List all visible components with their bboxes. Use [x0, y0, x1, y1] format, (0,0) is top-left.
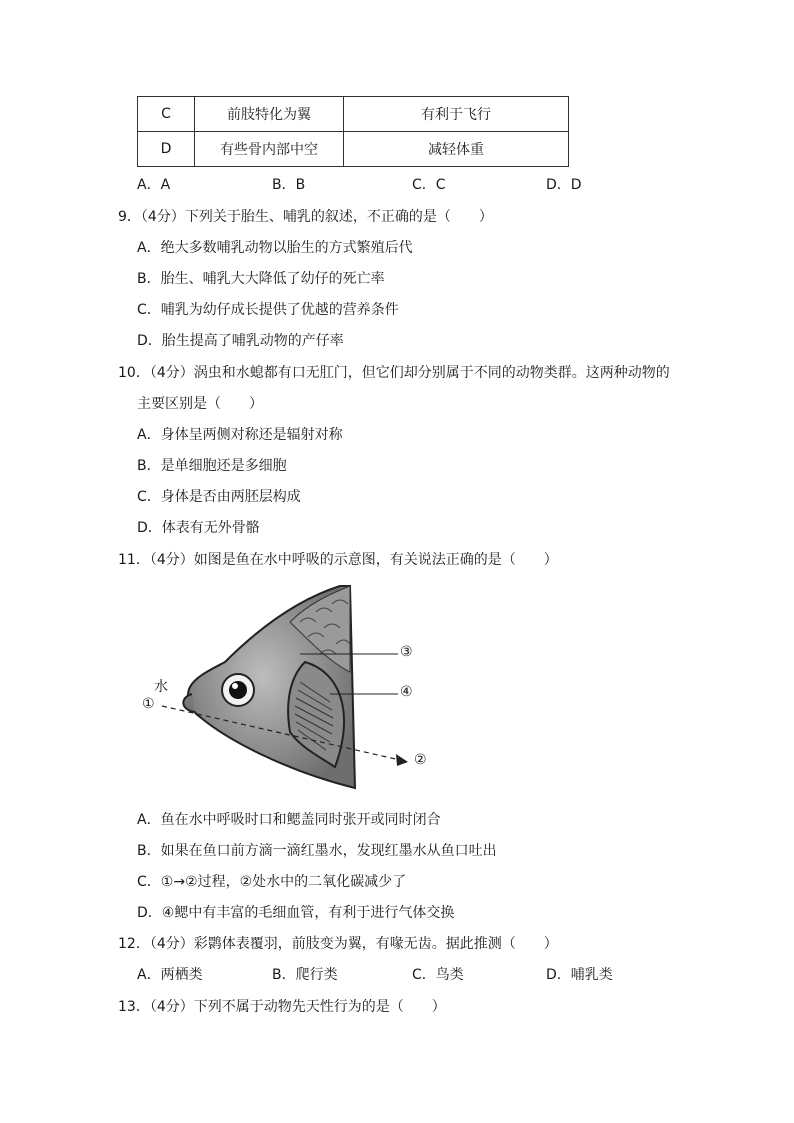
option-d: D．胎生提高了哺乳动物的产仔率	[137, 333, 344, 349]
question-stem: 11．（4分）如图是鱼在水中呼吸的示意图，有关说法正确的是（ ）	[118, 552, 558, 568]
option-c: C．①→②过程，②处水中的二氧化碳减少了	[137, 874, 407, 890]
question-stem: 12．（4分）彩鹮体表覆羽，前肢变为翼，有喙无齿。据此推测（ ）	[118, 936, 558, 952]
label-3: ③	[400, 644, 413, 660]
label-1: ①	[142, 696, 155, 712]
option-d: D．哺乳类	[546, 967, 613, 983]
fish-head-illustration	[140, 582, 440, 792]
option-d: D．D	[546, 177, 582, 193]
option-a: A．身体呈两侧对称还是辐射对称	[137, 427, 343, 443]
q8-options	[0, 174, 794, 194]
water-label: 水	[154, 679, 168, 695]
q12-options	[0, 964, 794, 984]
option-a: A．两栖类	[137, 967, 203, 983]
question-stem-cont: 主要区别是（ ）	[137, 396, 263, 412]
table-cell-letter: C	[138, 97, 195, 132]
table-cell-feature: 有些骨内部中空	[195, 132, 344, 167]
table-cell-letter: D	[138, 132, 195, 167]
option-d: D．④鳃中有丰富的毛细血管，有利于进行气体交换	[137, 905, 455, 921]
question-stem: 9．（4分）下列关于胎生、哺乳的叙述，不正确的是（ ）	[118, 209, 493, 225]
option-c: C．哺乳为幼仔成长提供了优越的营养条件	[137, 302, 399, 318]
label-2: ②	[414, 752, 427, 768]
fish-respiration-figure	[140, 582, 440, 792]
question-stem: 10．（4分）涡虫和水螅都有口无肛门，但它们却分别属于不同的动物类群。这两种动物的	[118, 365, 670, 381]
option-a: A．A	[137, 177, 171, 193]
table-row	[138, 97, 569, 132]
option-b: B．爬行类	[272, 967, 338, 983]
option-c: C．身体是否由两胚层构成	[137, 489, 301, 505]
option-b: B．如果在鱼口前方滴一滴红墨水，发现红墨水从鱼口吐出	[137, 843, 497, 859]
label-4: ④	[400, 684, 413, 700]
option-a: A．绝大多数哺乳动物以胎生的方式繁殖后代	[137, 240, 413, 256]
option-a: A．鱼在水中呼吸时口和鳃盖同时张开或同时闭合	[137, 812, 441, 828]
table-cell-effect: 减轻体重	[344, 132, 569, 167]
option-b: B．胎生、哺乳大大降低了幼仔的死亡率	[137, 271, 385, 287]
table-row	[138, 132, 569, 167]
option-b: B．B	[272, 177, 306, 193]
table-cell-feature: 前肢特化为翼	[195, 97, 344, 132]
option-c: C．鸟类	[412, 967, 464, 983]
question-stem: 13．（4分）下列不属于动物先天性行为的是（ ）	[118, 999, 446, 1015]
options-table	[137, 96, 569, 167]
option-d: D．体表有无外骨骼	[137, 520, 260, 536]
option-b: B．是单细胞还是多细胞	[137, 458, 287, 474]
table-cell-effect: 有利于飞行	[344, 97, 569, 132]
option-c: C．C	[412, 177, 446, 193]
